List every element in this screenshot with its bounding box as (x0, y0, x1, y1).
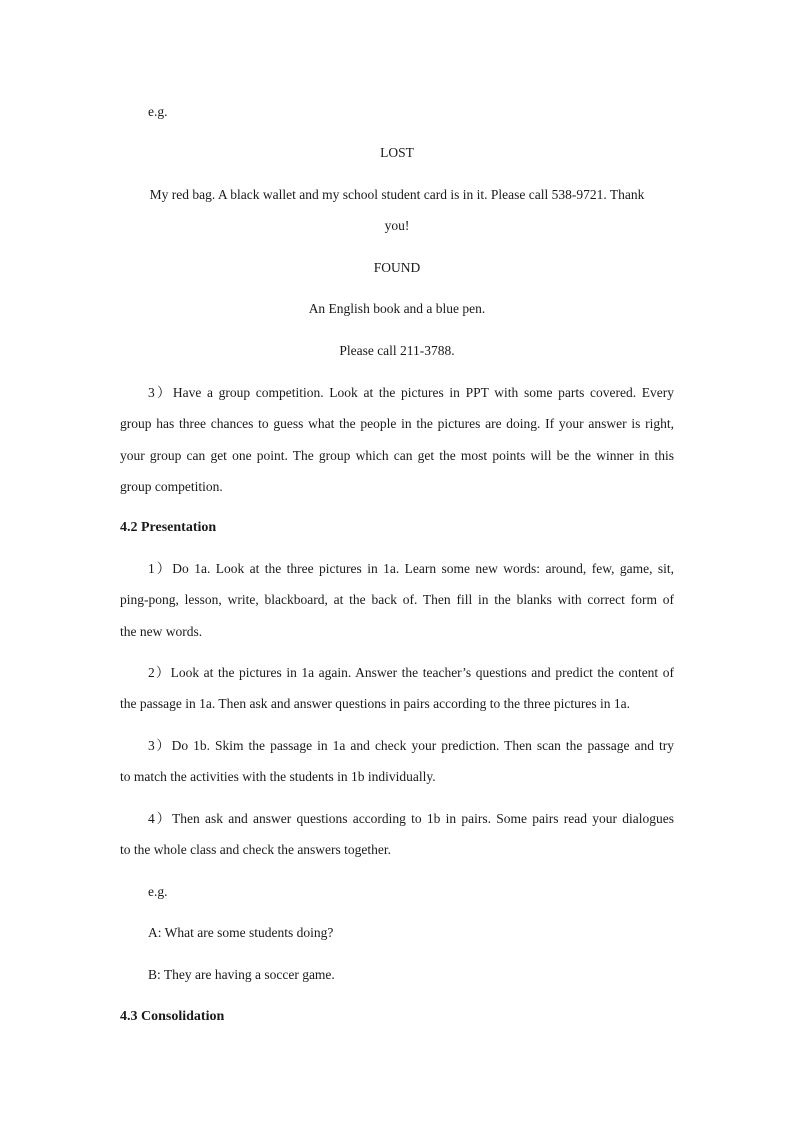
presentation-example-label: e.g. (148, 884, 168, 899)
presentation-item-1-line-3: the new words. (120, 624, 203, 639)
lost-text-line-1: My red bag. A black wallet and my school student card is in it. Please call 538-9721. Thank (149, 187, 645, 202)
dialogue-line-b: B: They are having a soccer game. (148, 967, 335, 982)
lost-text-line-2: you! (384, 218, 410, 233)
presentation-heading: 4.2 Presentation (120, 520, 217, 535)
found-title: FOUND (373, 260, 421, 275)
presentation-item-4-line-2: to the whole class and check the answers together. (120, 842, 392, 857)
presentation-item-3-line-1: 3）Do 1b. Skim the passage in 1a and check your prediction. Then scan the passage and try (148, 738, 674, 753)
presentation-item-1-line-2: ping-pong, lesson, write, blackboard, at the back of. Then fill in the blanks with correct form of (120, 592, 674, 607)
lost-title: LOST (380, 145, 414, 160)
step3-line-4: group competition. (120, 479, 223, 494)
step3-line-1: 3）Have a group competition. Look at the pictures in PPT with some parts covered. Every (148, 385, 674, 400)
found-text: An English book and a blue pen. (308, 301, 486, 316)
presentation-item-2-line-1: 2）Look at the pictures in 1a again. Answer the teacher’s questions and predict the content of (148, 665, 674, 680)
presentation-item-3-line-2: to match the activities with the students in 1b individually. (120, 769, 436, 784)
found-call: Please call 211-3788. (339, 343, 455, 358)
presentation-item-4-line-1: 4）Then ask and answer questions according to 1b in pairs. Some pairs read your dialogues (148, 811, 674, 826)
step3-line-3: your group can get one point. The group which can get the most points will be the winner in this (120, 448, 674, 463)
dialogue-line-a: A: What are some students doing? (148, 925, 334, 940)
example-label: e.g. (148, 104, 168, 119)
step3-line-2: group has three chances to guess what the people in the pictures are doing. If your answer is right, (120, 416, 674, 431)
presentation-item-1-line-1: 1）Do 1a. Look at the three pictures in 1a. Learn some new words: around, few, game, sit, (148, 561, 674, 576)
consolidation-heading: 4.3 Consolidation (120, 1009, 225, 1024)
presentation-item-2-line-2: the passage in 1a. Then ask and answer questions in pairs according to the three pictures in 1a. (120, 696, 630, 711)
